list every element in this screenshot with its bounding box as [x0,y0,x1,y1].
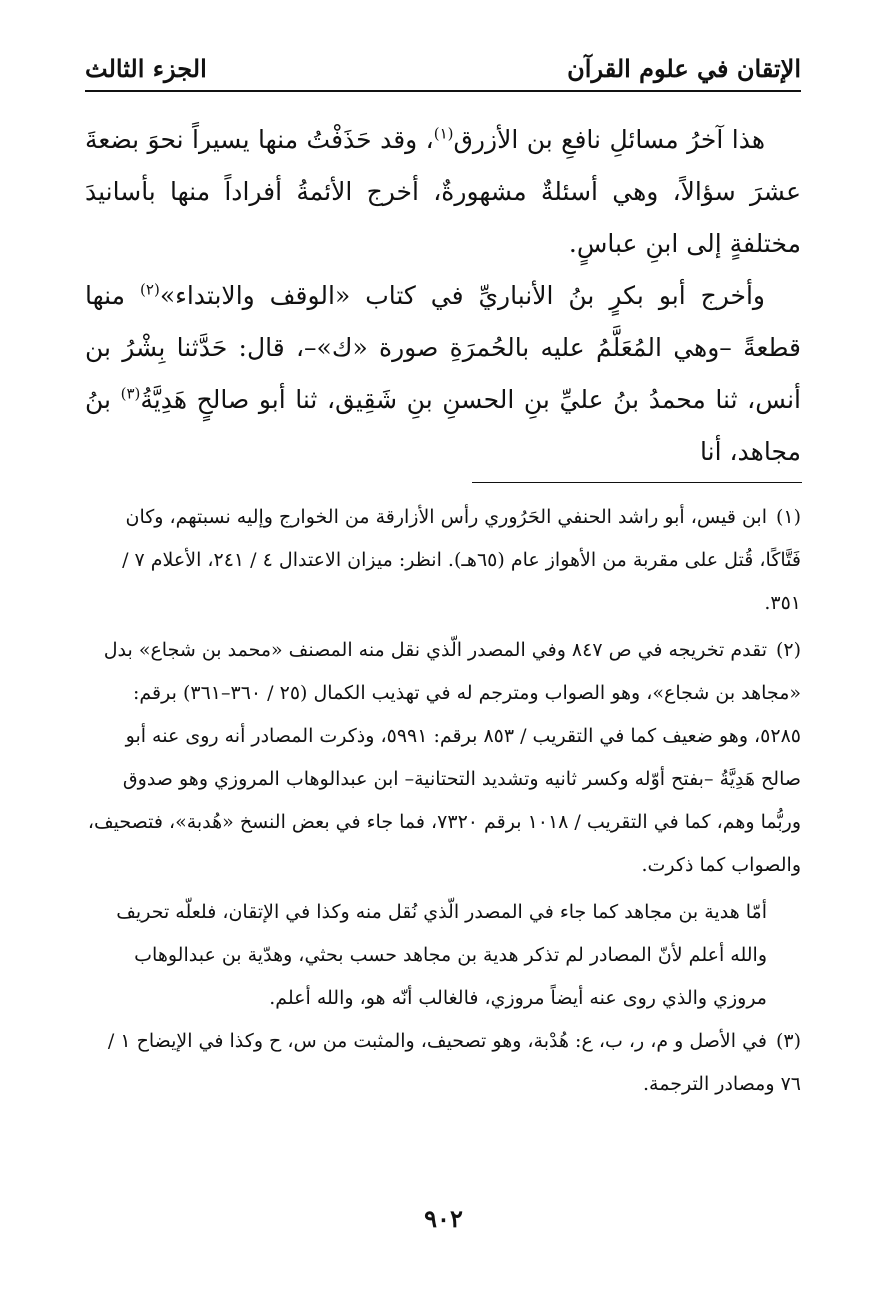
footnote-divider [472,482,802,483]
paragraph-2-text-c: بنُ مجاهد، أنا [85,385,801,466]
paragraph-2-text-a: وأخرج أبو بكرٍ بنُ الأنباريِّ في كتاب «الوقف والابتداء» [159,281,765,310]
volume-label: الجزء الثالث [85,53,207,83]
book-title: الإتقان في علوم القرآن [567,53,801,83]
footnote-3 [85,1020,801,1106]
footnotes [85,496,801,1110]
footnote-text: ابن قيس، أبو راشد الحنفي الحَرُوري رأس الأزارقة من الخوارج وإليه نسبتهم، وكان فَتَّاكًا، قُتل على مقربة من الأهواز عام (٦٥هـ). انظر: ميزان الاعتدال ٤ / ٢٤١، الأعلام ٧ / ٣٥١. [122,506,801,614]
running-header [85,48,801,88]
paragraph-2 [85,270,801,478]
footnote-number: (١) [775,506,801,528]
header-divider [85,90,801,92]
paragraph-1-text-b: ، وقد حَذَفْتُ منها يسيراً نحوَ بضعةَ عشرَ سؤالاً، وهي أسئلةٌ مشهورةٌ، أخرج الأئمةُ أفراداً منها بأسانيدَ مختلفةٍ إلى ابنِ عباسٍ. [85,125,801,258]
footnote-ref-2[interactable]: (٢) [140,280,160,299]
footnote-number: (٢) [775,639,801,661]
footnote-text: في الأصل و م، ر، ب، ع: هُدْبة، وهو تصحيف، والمثبت من س، ح وكذا في الإيضاح ١ / ٧٦ ومصادر الترجمة. [107,1030,801,1095]
main-text [85,114,801,478]
paragraph-2-text-b: منها قطعةً –وهي المُعَلَّمُ عليه بالحُمرَةِ صورة «ك»–، قال: حَدَّثنا بِشْرُ بن أنس، ثنا محمدُ بنُ عليِّ بنِ الحسنِ بنِ شَقِيق، ثنا أبو صالحٍ هَدِيَّةُ [85,281,801,414]
footnote-ref-3[interactable]: (٣) [120,384,141,403]
footnote-2-continuation: أمّا هدية بن مجاهد كما جاء في المصدر الّذي نُقل منه وكذا في الإتقان، فلعلّه تحريف والله أعلم لأنّ المصادر لم تذكر هدية بن مجاهد حسب بحثي، وهدّية بن عبدالوهاب مروزي والذي روى عنه أيضاً مروزي، فالغالب أنّه هو، والله أعلم. [116,901,767,1009]
footnote-number: (٣) [775,1030,801,1052]
paragraph-1-text-a: هذا آخرُ مسائلِ نافعِ بن الأزرق [453,125,766,154]
paragraph-1 [85,114,801,270]
page-number: ٩٠٢ [424,1204,463,1233]
footnote-ref-1[interactable]: (١) [433,124,454,143]
footnote-text: تقدم تخريجه في ص ٨٤٧ وفي المصدر الّذي نقل منه المصنف «محمد بن شجاع» بدل «مجاهد بن شجاع»، وهو الصواب ومترجم له في تهذيب الكمال (٢٥ / ٣٦٠–٣٦١) برقم: ٥٢٨٥، وهو ضعيف كما في التقريب / ٨٥٣ برقم: ٥٩٩١، وذكرت المصادر أنه روى عنه أبو صالح هَدِيَّةُ –بفتح أوّله وكسر ثانيه وتشديد التحتانية– ابن عبدالوهاب المروزي وهو صدوق وربُّما وهم، كما في التقريب / ١٠١٨ برقم ٧٣٢٠، فما جاء في بعض النسخ «هُدبة»، فتصحيف، والصواب كما ذكرت. [87,639,801,876]
footnote-1 [85,496,801,625]
footnote-2 [85,629,801,887]
